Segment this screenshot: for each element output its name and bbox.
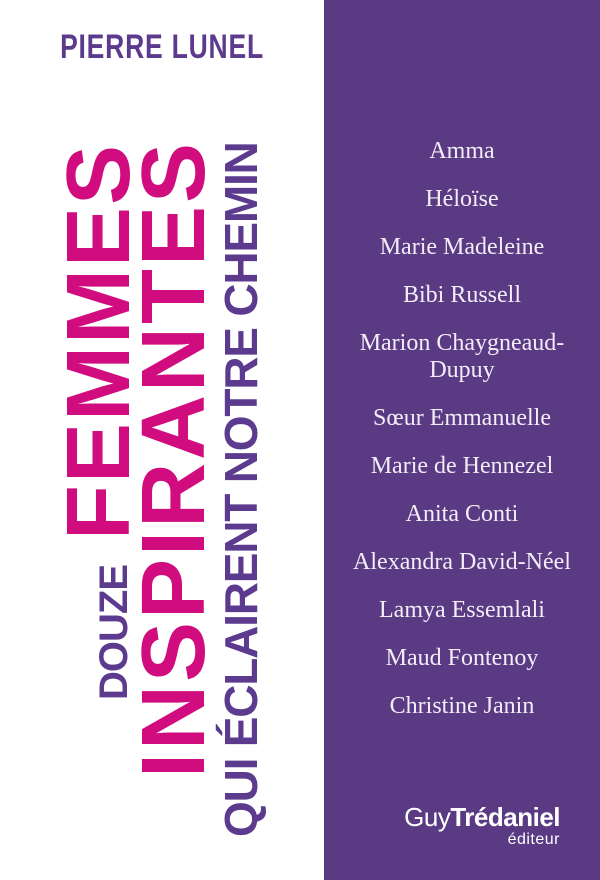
- list-item-anita-conti: Anita Conti: [405, 501, 519, 527]
- list-item-christine-janin: Christine Janin: [389, 693, 535, 719]
- publisher-name-bold: Trédaniel: [450, 802, 560, 832]
- list-item-amma: Amma: [429, 138, 495, 164]
- publisher-name: [404, 803, 560, 832]
- list-item-soeur-emmanuelle: Sœur Emmanuelle: [373, 405, 551, 431]
- list-item-bibi-russell: Bibi Russell: [402, 282, 522, 308]
- title-word-inspirantes: INSPIRANTES: [124, 139, 224, 778]
- publisher-name-light: Guy: [404, 802, 451, 832]
- list-item-marion-chaygneaud-dupuy: Marion Chaygneaud-Dupuy: [359, 330, 565, 383]
- title-word-femmes: FEMMES: [49, 142, 149, 540]
- list-item-marie-de-hennezel: Marie de Hennezel: [370, 453, 554, 479]
- list-item-marie-madeleine: Marie Madeleine: [379, 234, 545, 260]
- title-subtitle: QUI ÉCLAIRENT NOTRE CHEMIN: [215, 142, 267, 837]
- publisher-tagline: éditeur: [507, 830, 560, 848]
- cover-right-panel: [324, 0, 600, 880]
- list-item-lamya-essemlali: Lamya Essemlali: [379, 597, 545, 623]
- publisher-logo: [404, 803, 560, 848]
- author-name: PIERRE LUNEL: [60, 28, 264, 66]
- names-list: [324, 138, 600, 741]
- list-item-maud-fontenoy: Maud Fontenoy: [385, 645, 539, 671]
- list-item-alexandra-david-neel: Alexandra David-Néel: [353, 549, 571, 575]
- title-word-douze: DOUZE: [92, 565, 136, 700]
- list-item-heloise: Héloïse: [425, 186, 499, 212]
